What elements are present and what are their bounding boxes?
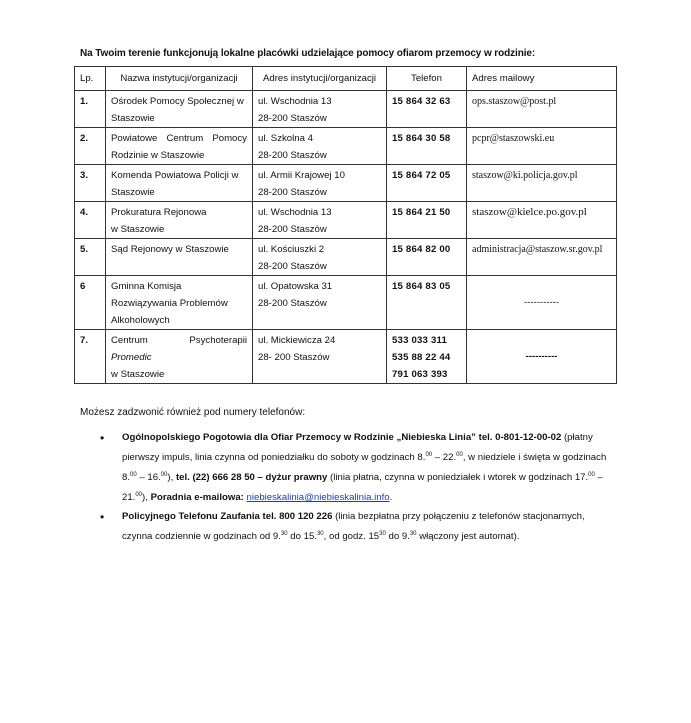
institution-email-empty: ----------- [467,276,617,330]
address-line: ul. Opatowska 31 [258,281,333,292]
table-header-row [75,67,617,91]
address-line: 28- 200 Staszów [258,352,330,363]
row-number: 4. [75,202,106,239]
list-item [96,507,616,547]
address-line: ul. Armii Krajowej 10 [258,170,345,181]
name-line: Gminna Komisja [111,281,182,292]
institution-address [253,128,387,165]
institution-name [106,239,253,276]
address-line: 28-200 Staszów [258,224,327,235]
helpline-name: Policyjnego Telefonu Zaufania tel. 800 120 226 [122,511,333,522]
institution-phone: 15 864 82 00 [387,239,467,276]
name-line: w Staszowie [111,369,165,380]
name-line: Staszowie [111,187,155,198]
row-number: 3. [75,165,106,202]
col-header-email: Adres mailowy [467,67,617,91]
name-line: Ośrodek Pomocy Społecznej w [111,96,244,107]
sup: 00 [135,491,143,498]
name-line-justified [111,332,247,349]
sup: 30 [280,530,288,537]
name-line: w Staszowie [111,224,165,235]
email-counselling-label: Poradnia e-mailowa: [150,492,247,503]
col-header-name: Nazwa instytucji/organizacji [106,67,253,91]
institution-email: ops.staszow@post.pl [467,91,617,128]
sup: 30 [316,530,324,537]
name-line-justified [111,130,247,147]
institution-phone: 15 864 30 58 [387,128,467,165]
helpline-list [96,428,616,547]
table-row [75,202,617,239]
row-number: 2. [75,128,106,165]
institution-name [106,202,253,239]
institution-address [253,202,387,239]
institution-address [253,276,387,330]
institution-phone [387,330,467,384]
address-line: 28-200 Staszów [258,261,327,272]
sup: 00 [588,471,595,478]
institution-email: staszow@ki.policja.gov.pl [467,165,617,202]
spacer [111,258,247,275]
sup: 30 [379,530,386,537]
text: (linia bezpłatna przy połączeniu z telefonów stacjonarnych, czynna codziennie w godzinach od 9. [122,511,585,542]
institution-phone: 15 864 72 05 [387,165,467,202]
institution-phone: 15 864 21 50 [387,202,467,239]
address-line: 28-200 Staszów [258,298,327,309]
table-row [75,128,617,165]
text: ), [167,472,176,483]
email-link[interactable]: niebieskalinia@niebieskalinia.info [246,492,390,503]
address-line: 28-200 Staszów [258,150,327,161]
sup: 00 [425,451,433,458]
address-line: ul. Kościuszki 2 [258,244,325,255]
institution-phone: 15 864 32 63 [387,91,467,128]
name-line: Rozwiązywania Problemów [111,298,228,309]
institution-name [106,330,253,384]
table-row [75,91,617,128]
text: (płatny pierwszy impuls, linia czynna od poniedziałku do soboty w godzinach 8. [122,432,593,463]
phone-line: 791 063 393 [392,369,448,380]
institution-name [106,276,253,330]
name-line: Sąd Rejonowy w Staszowie [111,244,229,255]
table-row [75,239,617,276]
bullet-icon: • [100,431,105,445]
name-word: Powiatowe [111,133,158,144]
name-line: Promedic [111,352,152,363]
row-number: 5. [75,239,106,276]
row-number: 7. [75,330,106,384]
sup: 00 [456,451,463,458]
institution-address [253,239,387,276]
name-word: Centrum [111,335,148,346]
text: – 21. [122,472,603,503]
text: , w niedziele i święta w godzinach 8. [122,452,607,483]
address-line: 28-200 Staszów [258,187,327,198]
col-header-address: Adres instytucji/organizacji [253,67,387,91]
bullet-icon: • [100,510,105,524]
institution-address [253,91,387,128]
text: włączony jest automat). [416,531,520,542]
helpline-name: Ogólnopolskiego Pogotowia dla Ofiar Przemocy w Rodzinie „Niebieska Linia” tel. 0-801-12-00-02 [122,432,562,443]
sup: 00 [160,471,168,478]
address-line: ul. Mickiewicza 24 [258,335,336,346]
name-line: Prokuratura Rejonowa [111,207,207,218]
text: , od godz. 15 [323,531,380,542]
text: do 15. [287,531,317,542]
institution-email: staszow@kielce.po.gov.pl [467,202,617,239]
phone-line: 535 88 22 44 [392,352,451,363]
name-line: Alkoholowych [111,315,170,326]
institution-email: pcpr@staszowski.eu [467,128,617,165]
list-item [96,428,616,508]
text: ), [142,492,151,503]
name-line: Rodzinie w Staszowie [111,150,205,161]
institution-phone: 15 864 83 05 [387,276,467,330]
name-word: Psychoterapii [189,335,247,346]
sup: 30 [409,530,417,537]
name-line: Staszowie [111,113,155,124]
row-number: 1. [75,91,106,128]
address-line: ul. Wschodnia 13 [258,96,332,107]
table-row [75,330,617,384]
col-header-lp: Lp. [75,67,106,91]
text: . [389,492,393,503]
intro-heading: Na Twoim terenie funkcjonują lokalne placówki udzielające pomocy ofiarom przemocy w rodzinie: [80,48,536,59]
phone-line: 533 033 311 [392,335,448,346]
legal-duty-phone: tel. (22) 666 28 50 – dyżur prawny [175,472,328,483]
institution-name [106,165,253,202]
col-header-phone: Telefon [387,67,467,91]
sup: 00 [130,471,137,478]
text: do 9. [385,531,410,542]
text: (linia płatna, czynna w poniedziałek i wtorek w godzinach 17. [327,472,589,483]
address-line: ul. Wschodnia 13 [258,207,332,218]
additional-phones-intro: Możesz zadzwonić również pod numery telefonów: [80,407,306,418]
name-word: Pomocy [212,133,247,144]
row-number: 6 [75,276,106,330]
table-row [75,165,617,202]
address-line: 28-200 Staszów [258,113,327,124]
text: – 22. [432,452,457,463]
table-row [75,276,617,330]
institution-address [253,330,387,384]
address-line: ul. Szkolna 4 [258,133,313,144]
name-word: Centrum [166,133,204,144]
institution-email: administracja@staszow.sr.gov.pl [467,239,617,276]
institution-email-empty: ---------- [467,330,617,384]
text: – 16. [136,472,161,483]
institution-name [106,128,253,165]
name-line: Komenda Powiatowa Policji w [111,170,239,181]
institutions-table [74,66,617,384]
institution-name [106,91,253,128]
institution-address [253,165,387,202]
